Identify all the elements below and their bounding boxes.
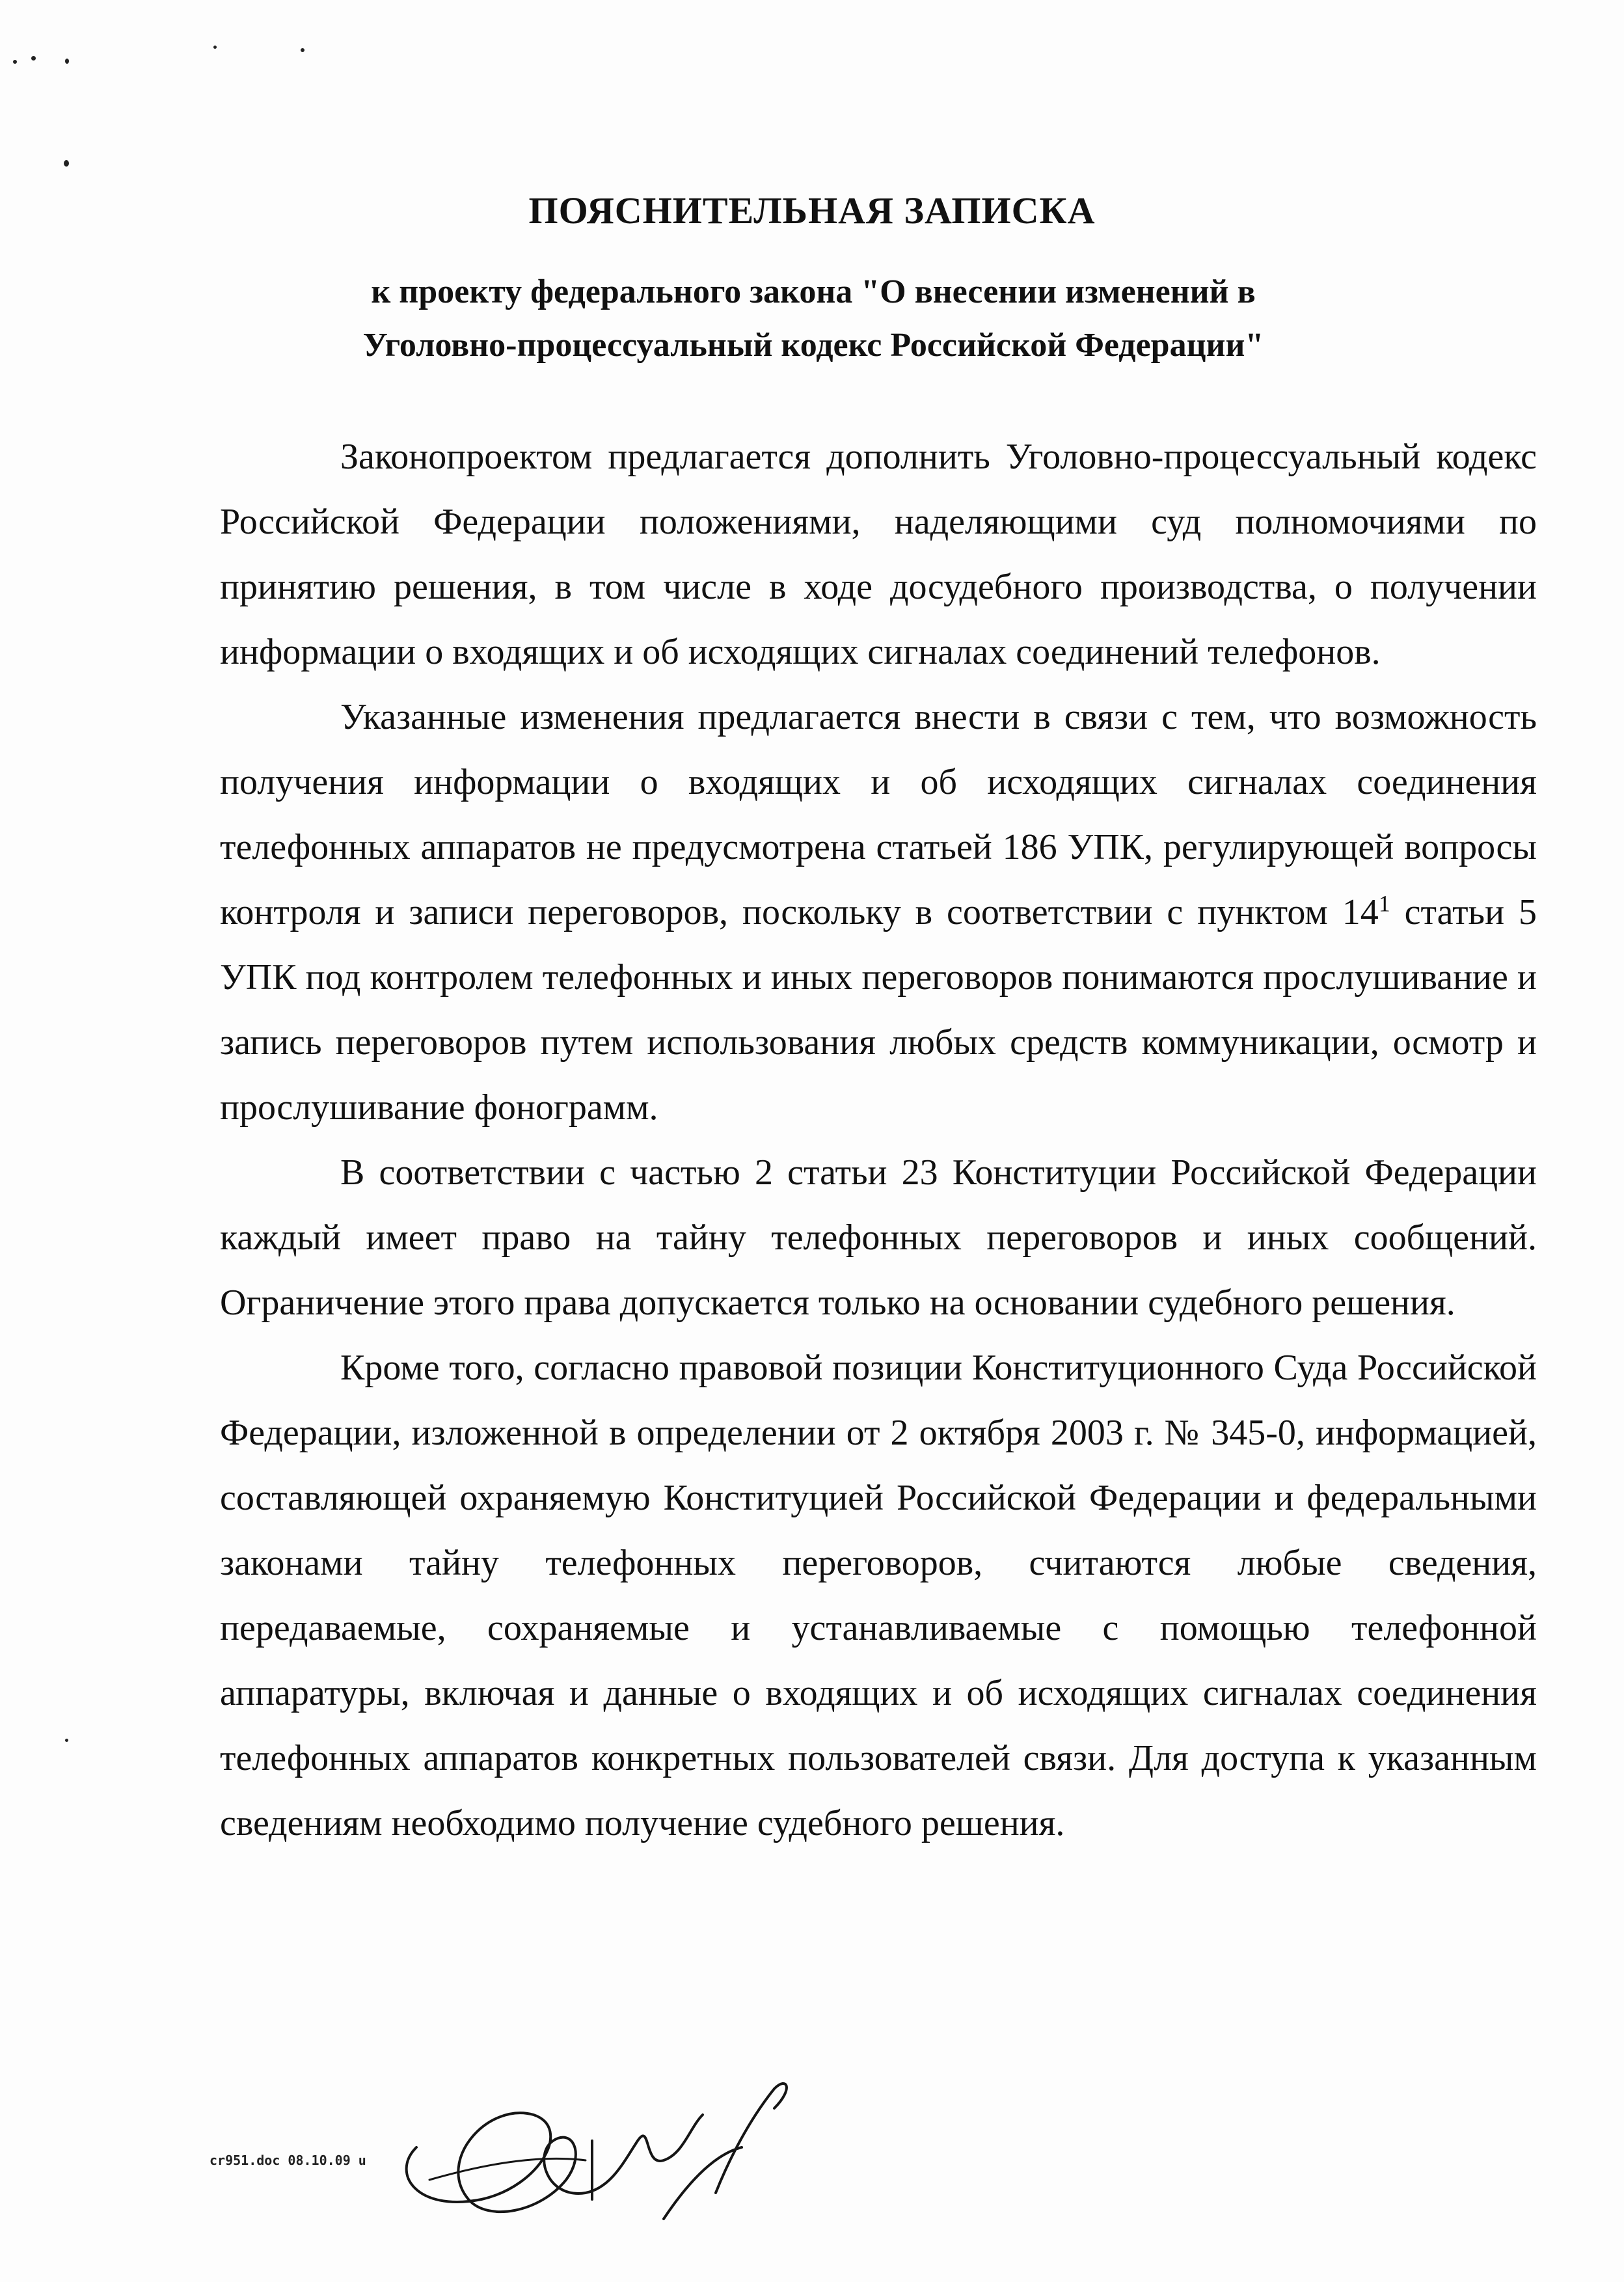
- paragraph: Законопроектом предлагается дополнить Уголовно-процессуальный кодекс Российской Федерации положениями, наделяющими суд полномочиями по принятию решения, в том числе в ходе досудебного производства, о получении информации о входящих и об исходящих сигналах соединений телефонов.: [220, 437, 1537, 672]
- subtitle-line: к проекту федерального закона "О внесении изменений в: [371, 273, 1256, 310]
- paragraph: Кроме того, согласно правовой позиции Конституционного Суда Российской Федерации, изложенной в определении от 2 октября 2003 г. № 345-0, информацией, составляющей охраняемую Конституцией Российской Федерации и федеральными законами тайну телефонных переговоров, считаются любые сведения, передаваемые, сохраняемые и устанавливаемые с помощью телефонной аппаратуры, включая и данные о входящих и об исходящих сигналах соединения телефонных аппаратов конкретных пользователей связи. Для доступа к указанным сведениям необходимо получение судебного решения.: [220, 1348, 1537, 1843]
- handwritten-signature: [377, 2050, 833, 2245]
- scan-speck: [31, 56, 36, 61]
- scan-speck: [64, 160, 69, 167]
- file-reference: cr951.doc 08.10.09 u: [210, 2153, 366, 2168]
- subtitle-line: Уголовно-процессуальный кодекс Российской Федерации": [362, 327, 1264, 364]
- scan-speck: [301, 48, 304, 52]
- paragraph: В соответствии с частью 2 статьи 23 Конституции Российской Федерации каждый имеет право на тайну телефонных переговоров и иных сообщений. Ограничение этого права допускается только на основании судебного решения.: [220, 1152, 1537, 1323]
- document-title: ПОЯСНИТЕЛЬНАЯ ЗАПИСКА: [528, 189, 1096, 232]
- paragraph: [220, 685, 1537, 1140]
- scan-speck: [65, 1739, 68, 1742]
- superscript: 1: [1378, 890, 1390, 917]
- document-subtitle: [260, 265, 1366, 372]
- paragraph-text: статьи 5 УПК под контролем телефонных и иных переговоров понимаются прослушивание и запись переговоров путем использования любых средств коммуникации, осмотр и прослушивание фонограмм.: [220, 892, 1537, 1128]
- document-body: [220, 424, 1537, 1856]
- paragraph-text: Указанные изменения предлагается внести в связи с тем, что возможность получения информации о входящих и об исходящих сигналах соединения телефонных аппаратов не предусмотрена статьей 186 УПК, регулирующей вопросы контроля и записи переговоров, поскольку в соответствии с пунктом 14: [220, 697, 1537, 932]
- scan-speck: [13, 60, 17, 64]
- scan-speck: [65, 59, 69, 64]
- scan-speck: [213, 46, 217, 49]
